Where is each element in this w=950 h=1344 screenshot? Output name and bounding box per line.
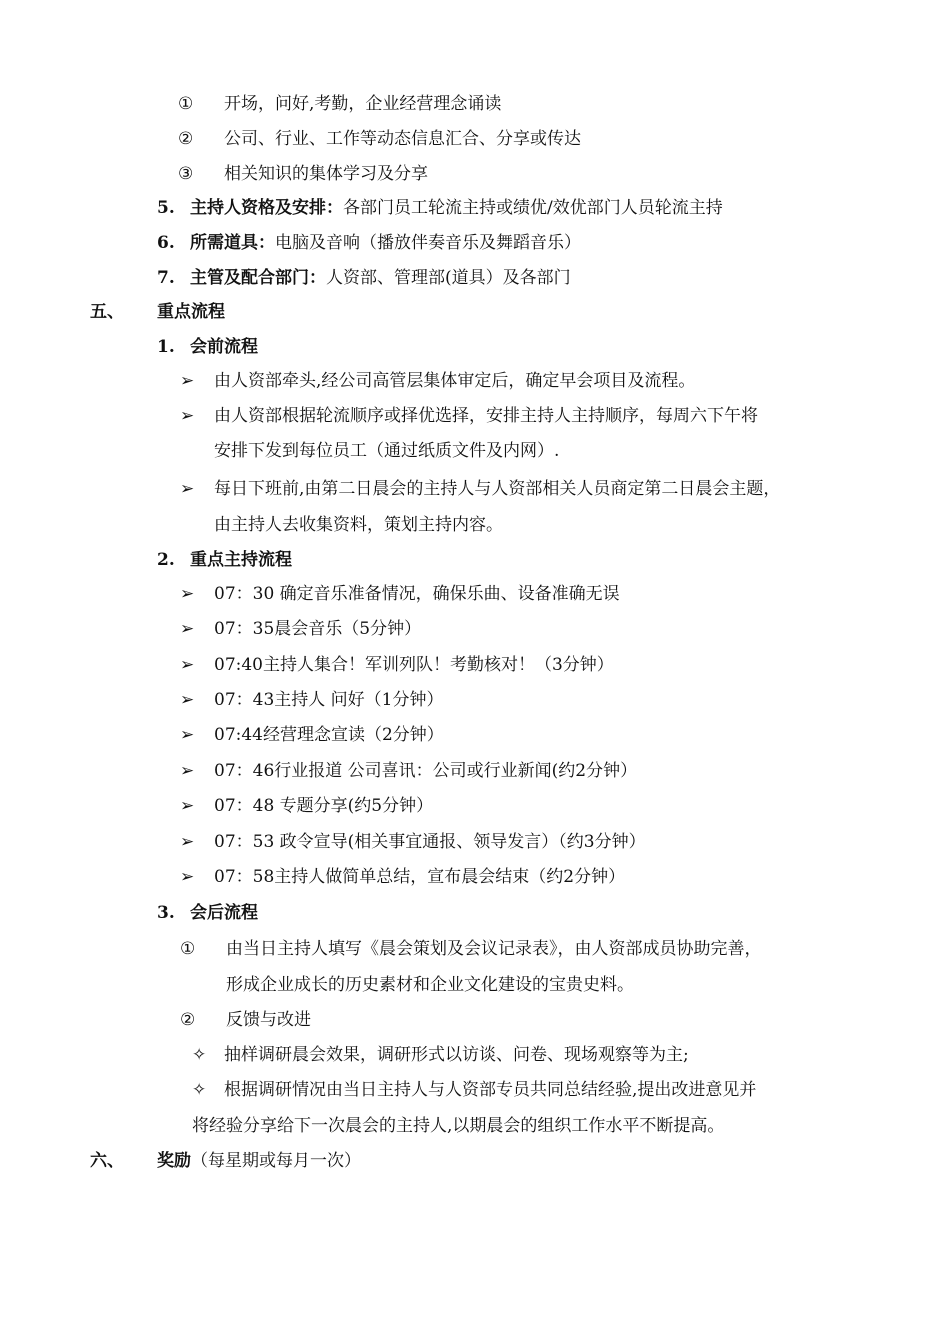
section-number: 五、 xyxy=(90,302,124,322)
schedule-item xyxy=(180,830,646,854)
item-text: 电脑及音响（播放伴奏音乐及舞蹈音乐） xyxy=(275,233,581,253)
arrow-bullet-icon: ➢ xyxy=(180,619,195,639)
schedule-item xyxy=(180,794,433,818)
bullet-text: 由人资部牵头,经公司高管层集体审定后，确定早会项目及流程。 xyxy=(214,371,696,391)
arrow-bullet-icon: ➢ xyxy=(180,479,195,499)
schedule-text: 07：43主持人 问好（1分钟） xyxy=(214,690,444,710)
schedule-item xyxy=(180,688,443,712)
bullet-continuation: 由主持人去收集资料，策划主持内容。 xyxy=(214,515,503,535)
arrow-bullet-icon: ➢ xyxy=(180,796,195,816)
schedule-text: 07：58主持人做简单总结，宣布晨会结束（约2分钟） xyxy=(214,867,626,887)
schedule-text: 07：46行业报道 公司喜讯：公司或行业新闻(约2分钟） xyxy=(214,761,638,781)
followup-item xyxy=(180,937,762,961)
bullet-continuation: 安排下发到每位员工（通过纸质文件及内网）. xyxy=(214,441,560,461)
subsection-number: 1. xyxy=(157,337,175,357)
item-number: 6. xyxy=(157,233,175,253)
followup-text: 反馈与改进 xyxy=(226,1010,311,1030)
subsection-heading xyxy=(157,901,258,925)
bullet-text: 由人资部根据轮流顺序或择优选择，安排主持人主持顺序，每周六下午将 xyxy=(214,406,758,426)
schedule-text: 07：53 政令宣导(相关事宜通报、领导发言）（约3分钟） xyxy=(214,832,646,852)
arrow-bullet-icon: ➢ xyxy=(180,690,195,710)
schedule-item xyxy=(180,617,421,641)
followup-item xyxy=(180,1008,311,1032)
bullet-item xyxy=(180,404,758,428)
bullet-item xyxy=(180,477,780,501)
followup-continuation: 形成企业成长的历史素材和企业文化建设的宝贵史料。 xyxy=(226,975,634,995)
numbered-item xyxy=(157,231,581,255)
item-text: 各部门员工轮流主持或绩优/效优部门人员轮流主持 xyxy=(343,198,723,218)
diamond-bullet-icon: ✧ xyxy=(192,1080,207,1100)
section-number: 六、 xyxy=(90,1151,124,1171)
arrow-bullet-icon: ➢ xyxy=(180,725,195,745)
bullet-item xyxy=(180,369,695,393)
diamond-continuation: 将经验分享给下一次晨会的主持人,以期晨会的组织工作水平不断提高。 xyxy=(192,1116,725,1136)
subsection-title: 会前流程 xyxy=(190,337,258,357)
arrow-bullet-icon: ➢ xyxy=(180,371,195,391)
schedule-text: 07：48 专题分享(约5分钟） xyxy=(214,796,434,816)
subsection-title: 重点主持流程 xyxy=(190,550,292,570)
diamond-text: 根据调研情况由当日主持人与人资部专员共同总结经验,提出改进意见并 xyxy=(224,1080,757,1100)
arrow-bullet-icon: ➢ xyxy=(180,655,195,675)
bullet-text: 每日下班前,由第二日晨会的主持人与人资部相关人员商定第二日晨会主题， xyxy=(214,479,781,499)
subsection-number: 3. xyxy=(157,903,175,923)
item-label: 主持人资格及安排： xyxy=(190,198,343,218)
item-number: 5. xyxy=(157,198,175,218)
item-label: 主管及配合部门： xyxy=(190,268,326,288)
schedule-item xyxy=(180,723,444,747)
intro-item xyxy=(178,162,428,186)
numbered-item xyxy=(157,196,723,220)
intro-item xyxy=(178,127,581,151)
section-title: 重点流程 xyxy=(157,302,225,322)
intro-item-text: 相关知识的集体学习及分享 xyxy=(224,164,428,184)
section-title: 奖励 xyxy=(157,1151,191,1171)
section-heading xyxy=(90,1149,361,1173)
numbered-item xyxy=(157,266,571,290)
subsection-heading xyxy=(157,548,292,572)
schedule-item xyxy=(180,653,614,677)
circled-number: ① xyxy=(180,939,196,959)
schedule-text: 07：35晨会音乐（5分钟） xyxy=(214,619,422,639)
arrow-bullet-icon: ➢ xyxy=(180,761,195,781)
schedule-item xyxy=(180,865,625,889)
intro-item-text: 开场，问好,考勤，企业经营理念诵读 xyxy=(224,94,502,114)
circled-number: ② xyxy=(178,129,194,149)
intro-item xyxy=(178,92,501,116)
section-heading xyxy=(90,300,225,324)
circled-number: ① xyxy=(178,94,194,114)
subsection-title: 会后流程 xyxy=(190,903,258,923)
diamond-text: 抽样调研晨会效果，调研形式以访谈、问卷、现场观察等为主; xyxy=(224,1045,689,1065)
arrow-bullet-icon: ➢ xyxy=(180,406,195,426)
schedule-text: 07:44经营理念宣读（2分钟） xyxy=(214,725,444,745)
schedule-text: 07:40主持人集合！军训列队！考勤核对！（3分钟） xyxy=(214,655,614,675)
followup-text: 由当日主持人填写《晨会策划及会议记录表》，由人资部成员协助完善， xyxy=(226,939,762,959)
schedule-text: 07：30 确定音乐准备情况，确保乐曲、设备准确无误 xyxy=(214,584,620,604)
circled-number: ③ xyxy=(178,164,194,184)
diamond-bullet-icon: ✧ xyxy=(192,1045,207,1065)
item-label: 所需道具： xyxy=(190,233,275,253)
item-number: 7. xyxy=(157,268,175,288)
arrow-bullet-icon: ➢ xyxy=(180,584,195,604)
schedule-item xyxy=(180,582,620,606)
arrow-bullet-icon: ➢ xyxy=(180,832,195,852)
intro-item-text: 公司、行业、工作等动态信息汇合、分享或传达 xyxy=(224,129,581,149)
arrow-bullet-icon: ➢ xyxy=(180,867,195,887)
subsection-heading xyxy=(157,335,258,359)
diamond-item xyxy=(192,1078,756,1102)
subsection-number: 2. xyxy=(157,550,175,570)
item-text: 人资部、管理部(道具）及各部门 xyxy=(326,268,571,288)
circled-number: ② xyxy=(180,1010,196,1030)
schedule-item xyxy=(180,759,637,783)
diamond-item xyxy=(192,1043,689,1067)
section-note: （每星期或每月一次） xyxy=(191,1151,361,1171)
